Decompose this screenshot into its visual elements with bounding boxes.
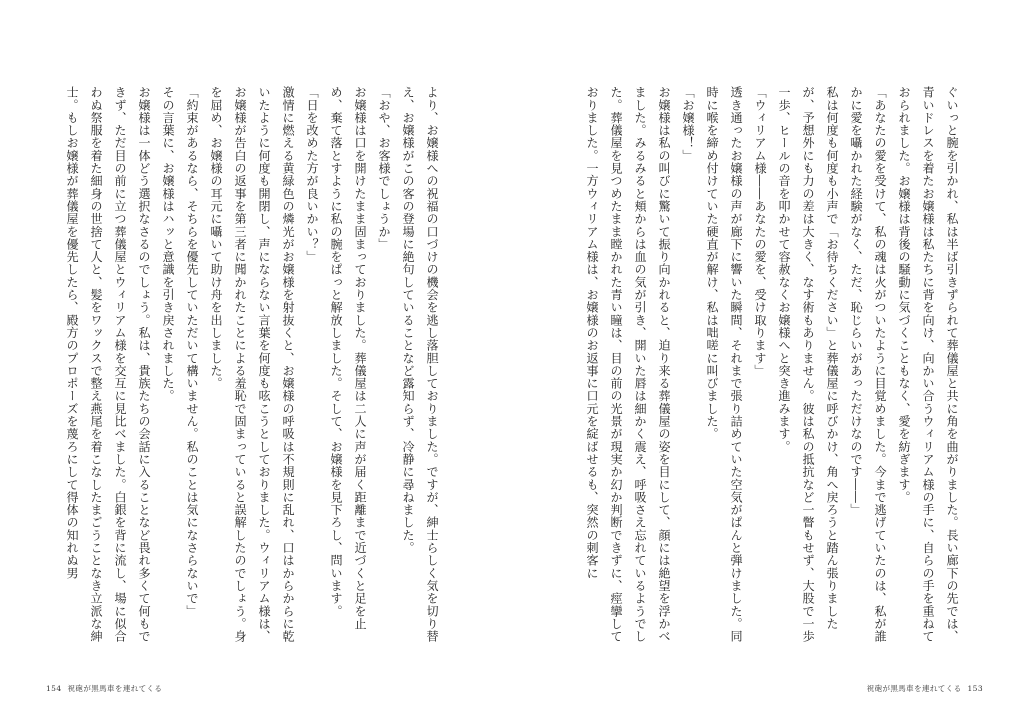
paragraph: その言葉に、お嬢様はハッと意識を引き戻されました。 <box>161 86 175 403</box>
paragraph: 「日を改めた方が良いかい？」 <box>305 86 319 264</box>
paragraph: 「おや、お客様でしょうか」 <box>377 86 391 251</box>
running-title: 祝砲が黒馬車を連れてくる <box>866 684 962 693</box>
paragraph: 私は何度も何度も小声で「お待ちください」と葬儀屋に呼びかけ、角へ戻ろうと踏ん張りましたが、予想外にも力の差は大きく、なす術もありません。彼は私の抵抗など一瞥もせず、大股で一歩一歩、ヒールの音を叩かせて容赦なくお嬢様へと突き進みます。 <box>777 86 839 643</box>
paragraph: 「約束があるなら、そちらを優先していただいて構いません。私のことは気になさらないで」 <box>185 86 199 618</box>
paragraph: ぐいっと腕を引かれ、私は半ば引きずられて葬儀屋と共に角を曲がりました。長い廊下の先では、青いドレスを着たお嬢様は私たちに背を向け、向かい合うウィリアム様の手に、自らの手を重ねておられました。お嬢様は背後の騒動に気づくこともなく、愛を紡ぎます。 <box>897 86 959 643</box>
paragraph: お嬢様は一体どう選択なさるのでしょう。私は、貴族たちの会話に入ることなど畏れ多くて何もできず、ただ目の前に立つ葬儀屋とウィリアム様を交互に見比べました。白銀を背に流し、場に似合わぬ祭服を着た細身の世捨て人と、髪をワックスで整え燕尾を着こなしたまごうことなき立派な紳士。もしお嬢様が葬儀屋を優先したら、殿方のプロポーズを蔑ろにして得体の知れぬ男 <box>65 86 151 643</box>
right-page <box>512 0 1024 728</box>
left-page-body <box>65 86 444 652</box>
left-page-footer <box>40 683 162 694</box>
paragraph: より、お嬢様への祝福の口づけの機会を逃し落胆しておりました。ですが、紳士らしく気を切り替え、お嬢様がこの客の登場に絶句していることなど露知らず、冷静に尋ねました。 <box>401 86 439 643</box>
paragraph: 「ウィリアム様――あなたの愛を、受け取ります」 <box>753 86 767 377</box>
right-page-footer <box>867 683 989 694</box>
paragraph: お嬢様は私の叫びに驚いて振り向かれると、迫り来る葬儀屋の姿を目にして、顔には絶望を浮かべました。みるみると頬からは血の気が引き、開いた唇は細かく震え、呼吸さえ忘れているようでした。葬儀屋を見つめたまま瞠かれた青い瞳は、目の前の光景が現実か幻か判断できずに、痙攣しておりました。一方ウィリアム様は、お嬢様のお返事に口元を綻ばせるも、突然の刺客に <box>585 86 671 643</box>
right-page-body <box>585 86 964 652</box>
paragraph: 「お嬢様！」 <box>681 86 695 162</box>
paragraph: 透き通ったお嬢様の声が廊下に響いた瞬間、それまで張り詰めていた空気がぱんと弾けました。同時に喉を締め付けていた硬直が解け、私は咄嗟に叫びました。 <box>705 86 743 643</box>
running-title: 祝砲が黒馬車を連れてくる <box>67 684 163 693</box>
paragraph: 激情に燃える黄緑色の燐光がお嬢様を射抜くと、お嬢様の呼吸は不規則に乱れ、口はからからに乾いたように何度も開閉し、声にならない言葉を何度も呟こうとしておりました。ウィリアム様は、お嬢様が告白の返事を第三者に聞かれたことによる羞恥で固まっていると誤解したのでしょう。身を屈め、お嬢様の耳元に囁いて助け舟を出しました。 <box>209 86 295 643</box>
paragraph: お嬢様は口を開けたまま固まっておりました。葬儀屋は二人に声が届く距離まで近づくと足を止め、棄て落とすように私の腕をぱっと解放しました。そして、お嬢様を見下ろし、問います。 <box>329 86 367 630</box>
paragraph: 「あなたの愛を受けて、私の魂は火がついたように目覚めました。今まで逃げていたのは、私が誰かに愛を囁かれた経験がなく、ただ、恥じらいがあっただけなのです――」 <box>849 86 887 643</box>
page-number: 154 <box>46 684 62 693</box>
page-number: 153 <box>967 684 983 693</box>
